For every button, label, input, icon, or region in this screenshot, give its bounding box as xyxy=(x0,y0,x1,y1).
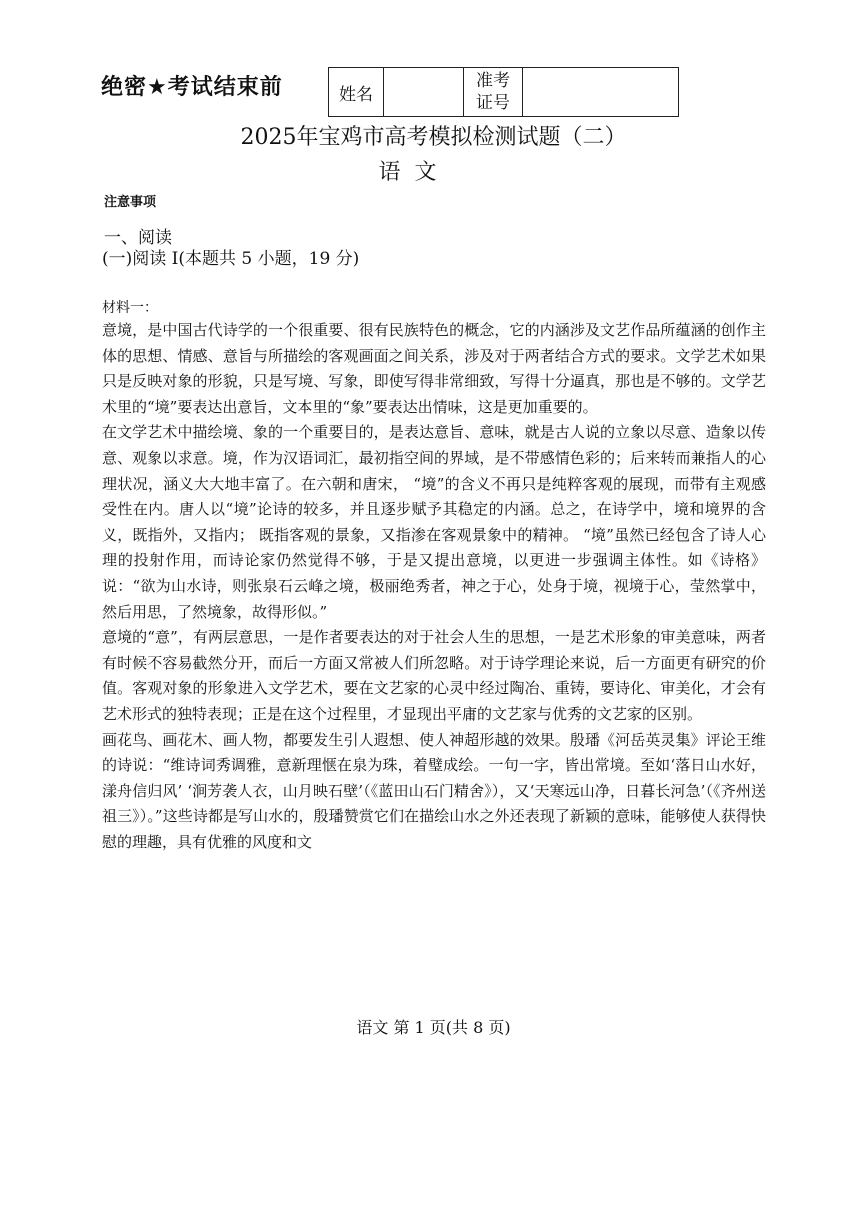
name-label: 姓名 xyxy=(329,68,384,117)
exam-id-label-line2: 证号 xyxy=(476,93,510,113)
material-label: 材料一： xyxy=(102,300,158,316)
candidate-info-box xyxy=(328,67,679,117)
passage-paragraph: 画花鸟、画花木、画人物，都要发生引人遐想、使人神超形越的效果。殷璠《河岳英灵集》评论王维的诗说：“维诗词秀调雅，意新理惬在泉为珠，着璧成绘。一句一字，皆出常境。至如‘落日山水好，漾舟信归风’ ‘涧芳袭人衣，山月映石壁’（《蓝田山石门精舍》），又‘天寒远山净，日暮长河急’（《齐州送祖三》）。”这些诗都是写山水的，殷璠赞赏它们在描绘山水之外还表现了新颖的意味，能够使人获得快慰的理趣，具有优雅的风度和文 xyxy=(102,730,766,851)
subject-title: 语文 xyxy=(378,160,451,185)
reading-passage xyxy=(102,318,766,855)
exam-id-label-line1: 准考 xyxy=(476,71,510,91)
page-footer: 语文 第 1 页(共 8 页) xyxy=(356,1018,511,1037)
exam-id-label xyxy=(464,68,523,117)
subsection-heading: (一)阅读 I(本题共 5 小题，19 分) xyxy=(102,249,360,269)
name-field[interactable] xyxy=(384,68,464,117)
passage-paragraph: 意境的“意”，有两层意思，一是作者要表达的对于社会人生的思想，一是艺术形象的审美意味，两者有时候不容易截然分开，而后一方面又常被人们所忽略。对于诗学理论来说，后一方面更有研究的价值。客观对象的形象进入文学艺术，要在文艺家的心灵中经过陶冶、重铸，要诗化、审美化，才会有艺术形式的独特表现；正是在这个过程里，才显现出平庸的文艺家与优秀的文艺家的区别。 xyxy=(102,628,766,723)
section-heading: 一、阅读 xyxy=(104,228,172,248)
exam-id-field[interactable] xyxy=(523,68,679,117)
exam-title: 2025年宝鸡市高考模拟检测试题（二） xyxy=(240,125,627,150)
notice-heading: 注意事项 xyxy=(104,195,157,210)
passage-paragraph: 意境，是中国古代诗学的一个很重要、很有民族特色的概念，它的内涵涉及文艺作品所蕴涵的创作主体的思想、情感、意旨与所描绘的客观画面之间关系，涉及对于两者结合方式的要求。文学艺术如果只是反映对象的形貌，只是写境、写象，即使写得非常细致，写得十分逼真，那也是不够的。文学艺术里的“境”要表达出意旨，文本里的“象”要表达出情味，这是更加重要的。 xyxy=(102,321,766,416)
confidential-label: 绝密★考试结束前 xyxy=(101,75,283,100)
passage-paragraph: 在文学艺术中描绘境、象的一个重要目的，是表达意旨、意味，就是古人说的立象以尽意、造象以传意、观象以求意。境，作为汉语词汇，最初指空间的界域，是不带感情色彩的；后来转而兼指人的心理状况，涵义大大地丰富了。在六朝和唐宋， “境”的含义不再只是纯粹客观的展现，而带有主观感受性在内。唐人以“境”论诗的较多，并且逐步赋予其稳定的内涵。总之，在诗学中，境和境界的含义，既指外，又指内； 既指客观的景象，又指渗在客观景象中的精神。 “境”虽然已经包含了诗人心理的投射作用，而诗论家仍然觉得不够，于是又提出意境，以更进一步强调主体性。如《诗格》说：“欲为山水诗，则张泉石云峰之境，极丽绝秀者，神之于心，处身于境，视境于心，莹然掌中，然后用思，了然境象，故得形似。” xyxy=(102,423,766,621)
